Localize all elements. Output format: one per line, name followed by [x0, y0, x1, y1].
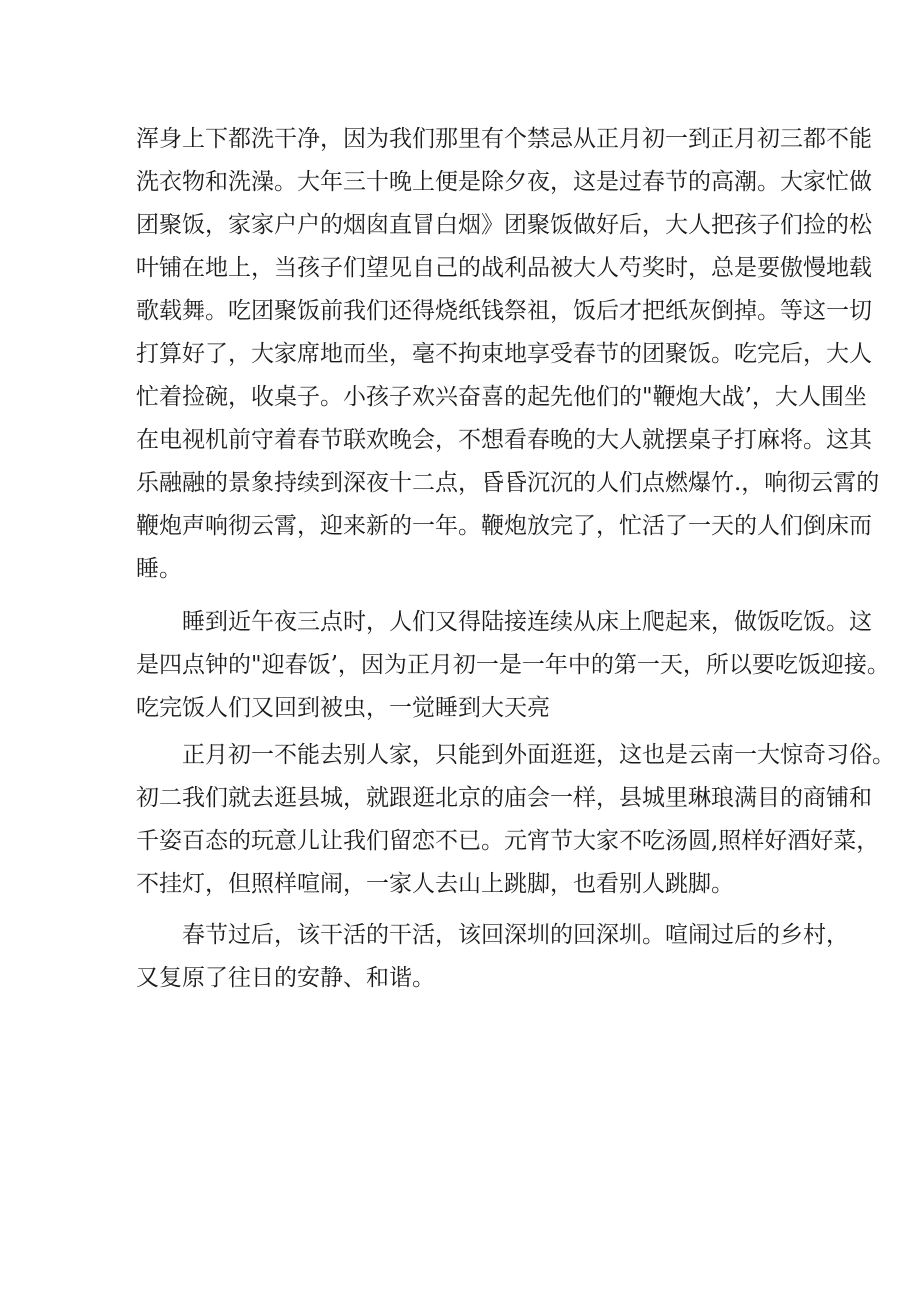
text-line: 正月初一不能去别人家，只能到外面逛逛，这也是云南一大惊奇习俗。: [136, 742, 895, 768]
text-line: 洗衣物和洗澡。大年三十晚上便是除夕夜，这是过春节的高潮。大家忙做: [136, 169, 872, 195]
text-line: 鞭炮声响彻云霄，迎来新的一年。鞭炮放完了，忙活了一天的人们倒床而: [136, 513, 872, 539]
text-line: 春节过后，该干活的干活，该回深圳的回深圳。喧闹过后的乡村，: [136, 922, 849, 948]
text-line: 忙着捡碗，收桌子。小孩子欢兴奋喜的起先他们的"鞭炮大战’，大人围坐: [136, 384, 867, 410]
text-line: 在电视机前守着春节联欢晚会，不想看春晚的大人就摆桌子打麻将。这其: [136, 427, 872, 453]
text-line: 又复原了往日的安静、和谐。: [136, 965, 435, 991]
text-line: 叶铺在地上，当孩子们望见自己的战利品被大人芍奖时，总是要傲慢地载: [136, 255, 872, 281]
text-line: 歌载舞。吃团聚饭前我们还得烧纸钱祭祖，饭后才把纸灰倒掉。等这一切: [136, 298, 872, 324]
text-line: 打算好了，大家席地而坐，毫不拘束地享受春节的团聚饭。吃完后，大人: [136, 341, 872, 367]
text-line: 初二我们就去逛县城，就跟逛北京的庙会一样，县城里琳琅满目的商铺和: [136, 785, 872, 811]
text-line: 乐融融的景象持续到深夜十二点，昏昏沉沉的人们点燃爆竹.，响彻云霄的: [136, 470, 880, 496]
text-line: 浑身上下都洗干净，因为我们那里有个禁忌从正月初一到正月初三都不能: [136, 126, 872, 152]
document-body: [136, 118, 895, 1000]
text-line: 千姿百态的玩意儿让我们留恋不已。元宵节大家不吃汤圆,照样好酒好菜，: [136, 828, 880, 854]
text-line: 吃完饭人们又回到被虫，一觉睡到大天亮: [136, 695, 550, 721]
text-line: 团聚饭，家家户户的烟囱直冒白烟》团聚饭做好后，大人把孩子们捡的松: [136, 212, 872, 238]
paragraph-1: [136, 118, 880, 591]
paragraph-2: [136, 601, 890, 730]
text-line: 睡。: [136, 556, 182, 582]
paragraph-4: [136, 914, 849, 1000]
text-line: 不挂灯，但照样喧闹，一家人去山上跳脚，也看别人跳脚。: [136, 871, 734, 897]
text-line: 是四点钟的"迎春饭’，因为正月初一是一年中的第一天，所以要吃饭迎接。: [136, 652, 890, 678]
text-line: 睡到近午夜三点时，人们又得陆接连续从床上爬起来，做饭吃饭。这: [136, 609, 872, 635]
paragraph-3: [136, 734, 895, 906]
